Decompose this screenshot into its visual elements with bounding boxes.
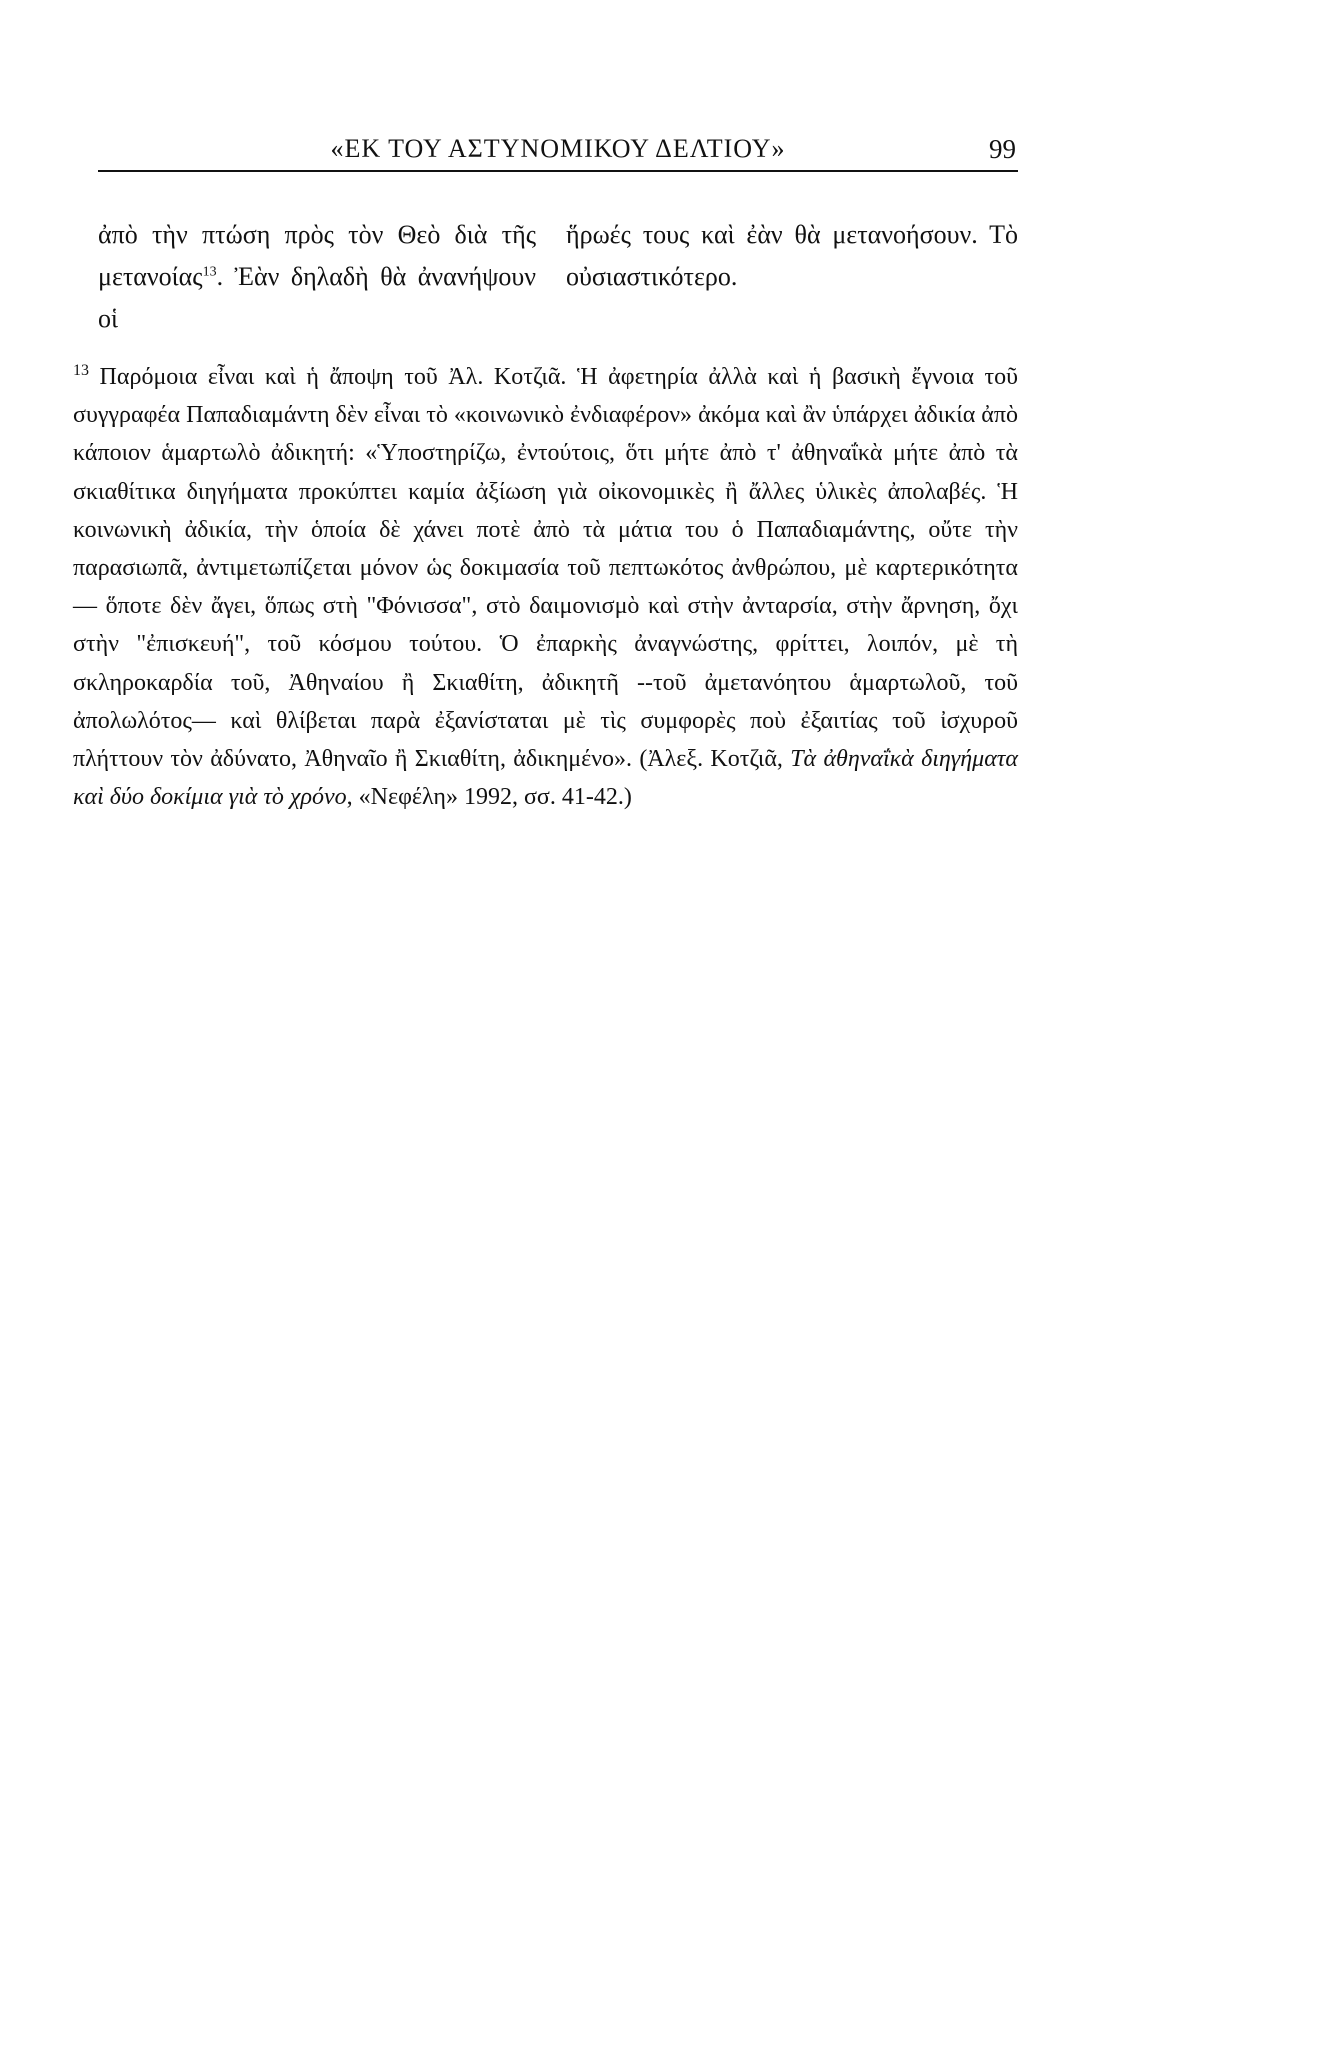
footnote-citation-end: , «Νεφέλη» 1992, σσ. 41-42.) xyxy=(346,784,632,811)
footnote xyxy=(73,358,1018,816)
header-rule xyxy=(98,170,1018,172)
footnote-text: Παρόμοια εἶναι καὶ ἡ ἄποψη τοῦ Ἀλ. Κοτζιᾶ. Ἡ ἀφετηρία ἀλλὰ καὶ ἡ βασικὴ ἔγνοια τοῦ συγγραφέα Παπαδιαμάντη δὲν εἶναι τὸ «κοινωνικὸ ἐνδιαφέρον» ἀκόμα καὶ ἂν ὑπάρχει ἀδικία ἀπὸ κάποιον ἁμαρτωλὸ ἀδικητή: «Ὑποστηρίζω, ἐντούτοις, ὅτι μήτε ἀπὸ τ' ἀθηναΐκὰ μήτε ἀπὸ τὰ σκιαθίτικα διηγήματα προκύπτει καμία ἀξίωση γιὰ οἰκονομικὲς ἢ ἄλλες ὑλικὲς ἀπολαβές. Ἡ κοινωνικὴ ἀδικία, τὴν ὁποία δὲ χάνει ποτὲ ἀπὸ τὰ μάτια του ὁ Παπαδιαμάντης, οὔτε τὴν παρασιωπᾶ, ἀντιμετωπίζεται μόνον ὡς δοκιμασία τοῦ πεπτωκότος ἀνθρώπου, μὲ καρτερικότητα — ὅποτε δὲν ἄγει, ὅπως στὴ "Φόνισσα", στὸ δαιμονισμὸ καὶ στὴν ἀνταρσία, στὴν ἄρνηση, ὄχι στὴν "ἐπισκευή", τοῦ κόσμου τούτου. Ὁ ἐπαρκὴς ἀναγνώστης, φρίττει, λοιπόν, μὲ τὴ σκληροκαρδία τοῦ, Ἀθηναίου ἢ Σκιαθίτη, ἀδικητῆ --τοῦ ἀμετανόητου ἁμαρτωλοῦ, τοῦ ἀπολωλότος— καὶ θλίβεται παρὰ ἐξανίσταται μὲ τὶς συμφορὲς ποὺ ἐξαιτίας τοῦ ἰσχυροῦ πλήττουν τὸν ἀδύνατο, Ἀθηναῖο ἢ Σκιαθίτη, ἀδικημένο». (Ἀλεξ. Κοτζιᾶ, xyxy=(73,364,1018,773)
page-header xyxy=(98,134,1018,174)
body-text-right: ἥρωές τους καὶ ἐὰν θὰ μετανοήσουν. Τὸ οὐσιαστικότερο. xyxy=(566,220,1018,291)
body-text-left-continued: . Ἐὰν δηλαδὴ θὰ ἀνανήψουν οἱ xyxy=(98,262,536,333)
running-title: «ΕΚ ΤΟΥ ΑΣΤΥΝΟΜΙΚΟΥ ΔΕΛΤΙΟΥ» xyxy=(330,134,786,163)
footnote-reference[interactable]: 13 xyxy=(202,264,217,280)
footnote-marker: 13 xyxy=(73,362,89,379)
body-column-left xyxy=(98,214,536,340)
page-number: 99 xyxy=(989,134,1016,164)
body-text-left: ἀπὸ τὴν πτώση πρὸς τὸν Θεὸ διὰ τῆς μετανοίας xyxy=(98,220,536,291)
cited-book-title: Τὰ ἀθηναΐκὰ διηγήματα καὶ δύο δοκίμια γιὰ τὸ χρόνο xyxy=(73,746,1018,811)
body-column-right xyxy=(566,214,1018,298)
